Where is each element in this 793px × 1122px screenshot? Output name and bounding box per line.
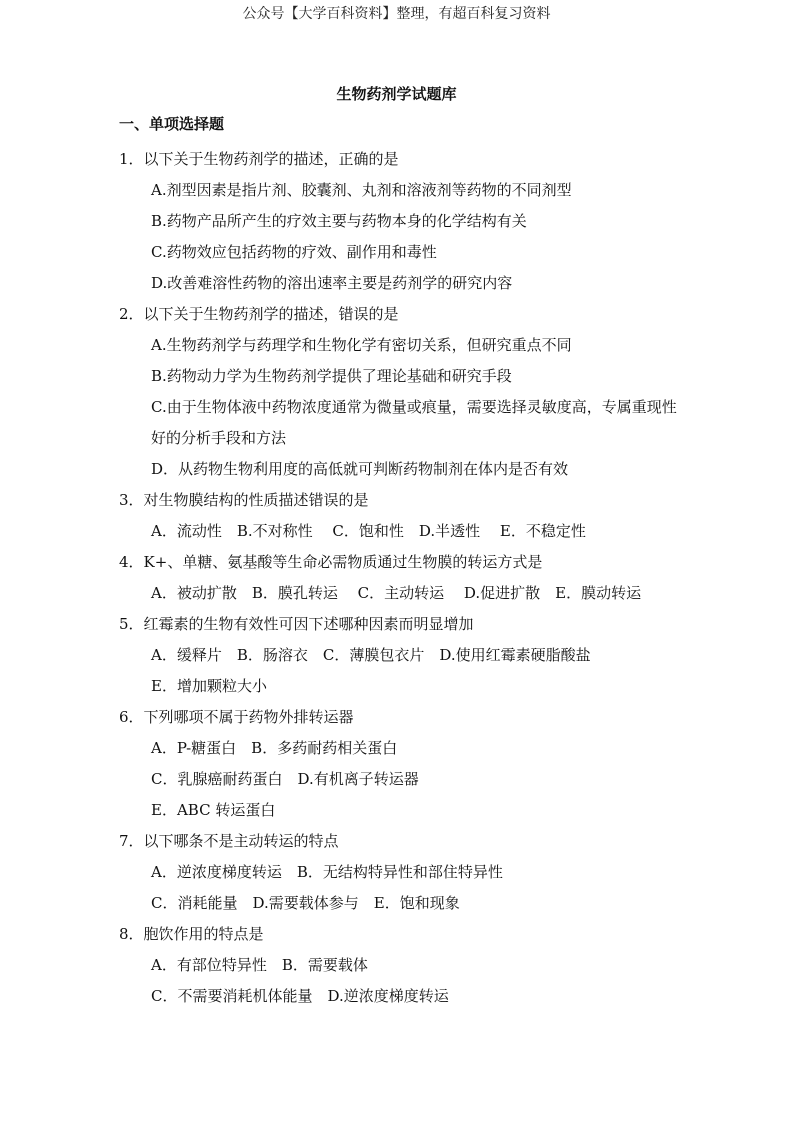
answer-option: D.改善难溶性药物的溶出速率主要是药剂学的研究内容: [151, 274, 513, 292]
question-stem: 6．下列哪项不属于药物外排转运器: [119, 708, 354, 726]
question-item: [119, 144, 679, 299]
answer-option: C．乳腺癌耐药蛋白 D.有机离子转运器: [151, 770, 419, 788]
answer-option: C.由于生物体液中药物浓度通常为微量或痕量，需要选择灵敏度高，专属重现性好的分析手段和方法: [151, 398, 677, 447]
question-item: [119, 826, 679, 919]
question-stem: 4．K+、单糖、氨基酸等生命必需物质通过生物膜的转运方式是: [119, 553, 543, 571]
question-stem: 3．对生物膜结构的性质描述错误的是: [119, 491, 369, 509]
answer-option: B.药物产品所产生的疗效主要与药物本身的化学结构有关: [151, 212, 527, 230]
answer-option: A.剂型因素是指片剂、胶囊剂、丸剂和溶液剂等药物的不同剂型: [151, 181, 572, 199]
answer-option: C.药物效应包括药物的疗效、副作用和毒性: [151, 243, 437, 261]
question-stem: 5．红霉素的生物有效性可因下述哪种因素而明显增加: [119, 615, 474, 633]
answer-option: A.生物药剂学与药理学和生物化学有密切关系，但研究重点不同: [151, 336, 572, 354]
question-item: [119, 485, 679, 547]
question-stem: 2．以下关于生物药剂学的描述，错误的是: [119, 305, 399, 323]
question-list: [119, 144, 679, 1012]
question-stem: 1．以下关于生物药剂学的描述，正确的是: [119, 150, 399, 168]
answer-option: A．P-糖蛋白 B．多药耐药相关蛋白: [151, 739, 398, 757]
answer-option: A．逆浓度梯度转运 B．无结构特异性和部住特异性: [151, 863, 503, 881]
answer-option: A．有部位特异性 B．需要载体: [151, 956, 368, 974]
answer-option: E．增加颗粒大小: [151, 677, 267, 695]
answer-option: D．从药物生物利用度的高低就可判断药物制剂在体内是否有效: [151, 460, 569, 478]
answer-option: C．不需要消耗机体能量 D.逆浓度梯度转运: [151, 987, 449, 1005]
answer-option: A．被动扩散 B．膜孔转运 C．主动转运 D.促进扩散 E．膜动转运: [151, 584, 642, 602]
answer-option: A．流动性 B.不对称性 C．饱和性 D.半透性 E．不稳定性: [151, 522, 586, 540]
question-item: [119, 547, 679, 609]
document-title: 生物药剂学试题库: [336, 85, 457, 103]
question-item: [119, 702, 679, 826]
answer-option: A．缓释片 B．肠溶衣 C．薄膜包衣片 D.使用红霉素硬脂酸盐: [151, 646, 591, 664]
question-item: [119, 609, 679, 702]
question-stem: 8．胞饮作用的特点是: [119, 925, 264, 943]
answer-option: C．消耗能量 D.需要载体参与 E．饱和现象: [151, 894, 460, 912]
question-stem: 7．以下哪条不是主动转运的特点: [119, 832, 339, 850]
question-item: [119, 299, 679, 485]
question-item: [119, 919, 679, 1012]
page-header: 公众号【大学百科资料】整理，有超百科复习资料: [242, 6, 551, 22]
answer-option: B.药物动力学为生物药剂学提供了理论基础和研究手段: [151, 367, 512, 385]
section-heading: 一、单项选择题: [119, 115, 225, 133]
answer-option: E．ABC 转运蛋白: [151, 801, 276, 819]
